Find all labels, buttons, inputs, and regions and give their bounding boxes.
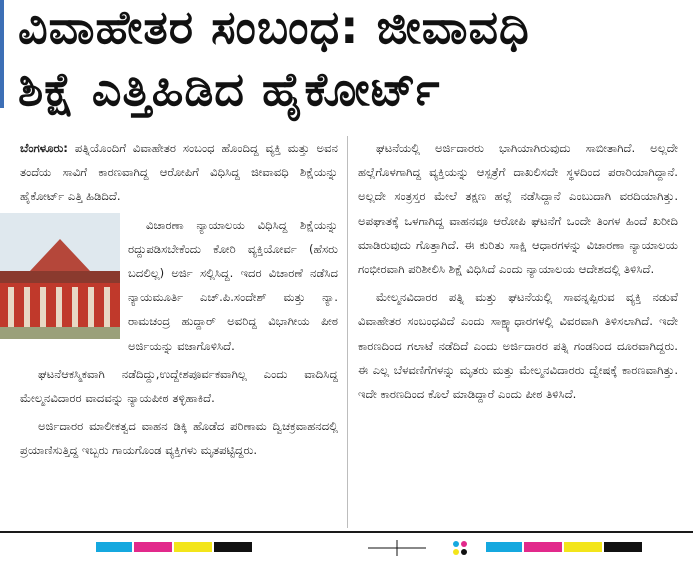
article-column-1	[20, 136, 338, 463]
swatch-cyan-right	[486, 542, 522, 552]
high-court-photo	[0, 213, 120, 339]
swatch-black-left	[214, 542, 252, 552]
paragraph-2-text: ವಿಚಾರಣಾ ನ್ಯಾಯಾಲಯ ವಿಧಿಸಿದ್ದ ಶಿಕ್ಷೆಯನ್ನು ರದ್ದುಪಡಿಸಬೇಕೆಂದು ಕೋರಿ ವ್ಯಕ್ತಿಯೋರ್ವ (ಹೆಸರು ಬದಲಿಲ್ಲ) ಅರ್ಜಿ ಸಲ್ಲಿಸಿದ್ದ. ಇದರ ವಿಚಾರಣೆ ನಡೆಸಿದ ನ್ಯಾಯಮೂರ್ತಿ ಎಚ್.ಪಿ.ಸಂದೇಶ್ ಮತ್ತು ನ್ಯಾ. ರಾಮಚಂದ್ರ ಹುದ್ದಾರ್ ಅವರಿದ್ದ ವಿಭಾಗೀಯ ಪೀಠ ಅರ್ಜಿಯನ್ನು ವಜಾಗೊಳಿಸಿದೆ.	[128, 217, 338, 353]
photo-lawn	[0, 327, 120, 339]
paragraph-3: ಘಟನೆಆಕಸ್ಮಿಕವಾಗಿ ನಡೆದಿದ್ದು,ಉದ್ದೇಶಪೂರ್ವಕವಾಗಿಲ್ಲ ಎಂದು ವಾದಿಸಿದ್ದ ಮೇಲ್ಮನವಿದಾರರ ವಾದವನ್ನು ನ್ಯಾಯಪೀಠ ತಳ್ಳಿಹಾಕಿದೆ.	[20, 366, 338, 406]
swatch-cyan-left	[96, 542, 132, 552]
swatch-magenta-right	[524, 542, 562, 552]
paragraph-5: ಘಟನೆಯಲ್ಲಿ ಅರ್ಜಿದಾರರು ಭಾಗಿಯಾಗಿರುವುದು ಸಾಬೀತಾಗಿದೆ. ಅಲ್ಲದೇ ಹಲ್ಲೆಗೊಳಗಾಗಿದ್ದ ವ್ಯಕ್ತಿಯನ್ನು ಆಸ್ಪತ್ರೆಗೆ ದಾಖಲಿಸದೇ ಸ್ಥಳದಿಂದ ಪರಾರಿಯಾಗಿದ್ದಾನೆ. ಅಲ್ಲದೇ ಸಂತ್ರಸ್ತರ ಮೇಲೆ ತಕ್ಷಣ ಹಲ್ಲೆ ನಡೆಸಿದ್ದಾನೆ ಎಂಬುದಾಗಿ ವರದಿಯಾಗಿತ್ತು. ಅಪಘಾತಕ್ಕೆ ಒಳಗಾಗಿದ್ದ ವಾಹನವೂ ಆರೋಪಿ ಘಟನೆಗೆ ಒಂದೇ ತಿಂಗಳ ಹಿಂದೆ ಖರೀದಿ ಮಾಡಿರುವುದು ಗೊತ್ತಾಗಿದೆ. ಈ ಕುರಿತು ಸಾಕ್ಷಿ ಆಧಾರಗಳನ್ನು ವಿಚಾರಣಾ ನ್ಯಾಯಾಲಯ ಗಂಭೀರವಾಗಿ ಪರಿಶೀಲಿಸಿ ಶಿಕ್ಷೆ ವಿಧಿಸಿದೆ ಎಂದು ನ್ಯಾಯಾಲಯ ಆದೇಶದಲ್ಲಿ ತಿಳಿಸಿದೆ.	[358, 141, 678, 277]
headline-line-1: ವಿವಾಹೇತರ ಸಂಬಂಧ: ಜೀವಾವಧಿ	[18, 0, 530, 54]
paragraph-2	[20, 213, 338, 358]
swatch-yellow-left	[174, 542, 212, 552]
swatch-magenta-left	[134, 542, 172, 552]
headline-line-2: ಶಿಕ್ಷೆ ಎತ್ತಿಹಿಡಿದ ಹೈಕೋರ್ಟ್	[18, 62, 441, 116]
registration-dots-icon	[450, 538, 470, 558]
left-edge-bar	[0, 0, 4, 108]
paragraph-1-text: ಪತ್ನಿಯೊಂದಿಗೆ ವಿವಾಹೇತರ ಸಂಬಂಧ ಹೊಂದಿದ್ದ ವ್ಯಕ್ತಿ ಮತ್ತು ಅವನ ತಂದೆಯ ಸಾವಿಗೆ ಕಾರಣವಾಗಿದ್ದ ಆರೋಪಿಗೆ ವಿಧಿಸಿದ್ದ ಜೀವಾವಧಿ ಶಿಕ್ಷೆಯನ್ನು ಹೈಕೋರ್ಟ್ ಎತ್ತಿ ಹಿಡಿದಿದೆ.	[20, 141, 338, 204]
photo-roofline	[0, 271, 120, 283]
dateline: ಬೆಂಗಳೂರು:	[20, 141, 68, 155]
crop-mark-icon	[366, 538, 428, 558]
column-divider	[347, 136, 348, 528]
swatch-yellow-right	[564, 542, 602, 552]
paragraph-4: ಅರ್ಜಿದಾರರ ಮಾಲೀಕತ್ವದ ವಾಹನ ಡಿಕ್ಕಿ ಹೊಡೆದ ಪರಿಣಾಮ ದ್ವಿಚಕ್ರವಾಹನದಲ್ಲಿ ಪ್ರಯಾಣಿಸುತ್ತಿದ್ದ ಇಬ್ಬರು ಗಾಯಗೊಂಡ ವ್ಯಕ್ತಿಗಳು ಮೃತಪಟ್ಟಿದ್ದರು.	[20, 419, 338, 458]
paragraph-6: ಮೇಲ್ಮನವಿದಾರರ ಪತ್ನಿ ಮತ್ತು ಘಟನೆಯಲ್ಲಿ ಸಾವನ್ನಪ್ಪಿರುವ ವ್ಯಕ್ತಿ ನಡುವೆ ವಿವಾಹೇತರ ಸಂಬಂಧವಿದೆ ಎಂದು ಸಾಕ್ಷ್ಯಾಧಾರಗಳಲ್ಲಿ ವಿವರವಾಗಿ ತಿಳಿಸಲಾಗಿದೆ. ಇದೇ ಕಾರಣದಿಂದ ಗಲಾಟೆ ನಡೆದಿದೆ ಎಂದು ಅರ್ಜಿದಾರರ ಪತ್ನಿ ಗಂಡನಿಂದ ದೂರವಾಗಿದ್ದರು. ಈ ಎಲ್ಲ ಬೆಳವಣಿಗೆಗಳನ್ನು ಮೃತರು ಮತ್ತು ಮೇಲ್ಮನವಿದಾರರು ದ್ವೇಷಕ್ಕೆ ಕಾರಣವಾಗಿತ್ತು. ಇದೇ ಕಾರಣದಿಂದ ಕೊಲೆ ಮಾಡಿದ್ದಾರೆ ಎಂದು ಪೀಠ ತಿಳಿಸಿದೆ.	[358, 290, 678, 402]
article-column-2	[358, 136, 678, 406]
bottom-rule	[0, 531, 693, 533]
high-court-building-image	[0, 213, 120, 339]
paragraph-1	[20, 136, 338, 209]
swatch-black-right	[604, 542, 642, 552]
